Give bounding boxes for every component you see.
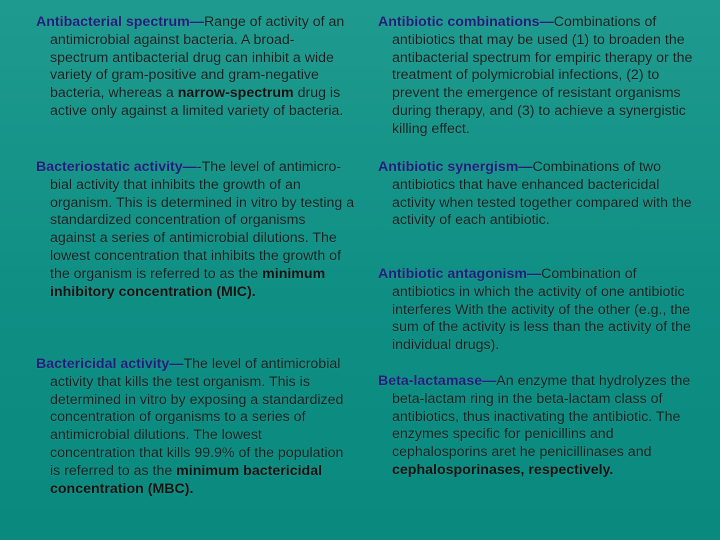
definition-text: Combinations of two antibiotics that have enhanced bactericidal activity when tested together compared with the activity of each antibiotic.: [392, 159, 692, 229]
definition-text: Range of activity of an antimicrobial against bacteria. A broad-spectrum antibacterial drug can inhibit a wide variety of gram-positive and gram-negative bacteria, whereas a: [50, 14, 345, 102]
definition-text: .: [189, 480, 194, 497]
term-bacteriostatic-activity: Bacteriostatic activity: [36, 159, 183, 175]
definition-antibacterial-spectrum: [36, 14, 350, 121]
definition-text: Combination of antibiotics in which the activity of one antibiotic interferes With the activity of the other (e.g., the sum of the activity is less than the activity of the individual drugs).: [392, 266, 691, 354]
definition-antibiotic-antagonism: [378, 266, 694, 355]
term-antibiotic-antagonism: Antibiotic antagonism: [378, 266, 527, 282]
bold-text-mbc: minimum bactericidal concentration (MBC): [50, 462, 323, 497]
dash: —: [539, 14, 554, 30]
dash: —: [189, 14, 204, 30]
definition-text: The level of antimicrobial activity that kills the test organism. This is determined in vitro by exposing a standardized concentration of organisms to a series of antimicrobial dilutions. The lowest concentration that kills 99.9% of the population is referred to as the: [50, 356, 344, 479]
definition-bacteriostatic-activity: [36, 159, 355, 301]
dash: —: [518, 159, 533, 175]
definition-antibiotic-combinations: [378, 14, 700, 139]
bold-text-mic: minimum inhibitory concentration (MIC): [50, 265, 326, 300]
bold-text: narrow-spectrum: [177, 85, 294, 102]
definition-text: drug is active only against a limited variety of bacteria.: [50, 85, 344, 119]
definition-text: -The level of antimicro-bial activity that inhibits the growth of an organism. This is determined in vitro by testing a standardized concentration of organisms against a series of antimicrobial dilutions. The lowest concentration that inhibits the growth of the organism is referred to as the: [50, 159, 355, 282]
definition-bactericidal-activity: [36, 356, 350, 498]
bold-text-cephalosporinases: cephalosporinases: [392, 461, 521, 478]
dash: —: [482, 373, 497, 389]
dash: —: [169, 356, 184, 372]
definition-text: Combinations of antibiotics that may be used (1) to broaden the antibacterial spectrum for empiric therapy or the treatment of polymicrobial infections, (2) to prevent the emergence of resistant organisms during therapy, and (3) to achieve a synergistic killing effect.: [392, 14, 693, 137]
term-beta-lactamase: Beta-lactamase: [378, 373, 483, 389]
definition-text: , respectively.: [520, 461, 614, 478]
term-antibiotic-synergism: Antibiotic synergism: [378, 159, 519, 175]
dash: —: [182, 159, 197, 175]
term-bactericidal-activity: Bactericidal activity: [36, 356, 170, 372]
definition-antibiotic-synergism: [378, 159, 692, 230]
dash: —: [526, 266, 542, 282]
term-antibiotic-combinations: Antibiotic combinations: [378, 14, 540, 30]
definition-text: An enzyme that hydrolyzes the beta-lactam ring in the beta-lactam class of antibiotics, thus inactivating the antibiotic. The enzymes specific for penicillins and cephalosporins aret he penicillinases and: [392, 373, 691, 461]
definition-text: .: [251, 283, 256, 300]
term-antibacterial-spectrum: Antibacterial spectrum: [36, 14, 190, 30]
definition-beta-lactamase: [378, 373, 694, 480]
